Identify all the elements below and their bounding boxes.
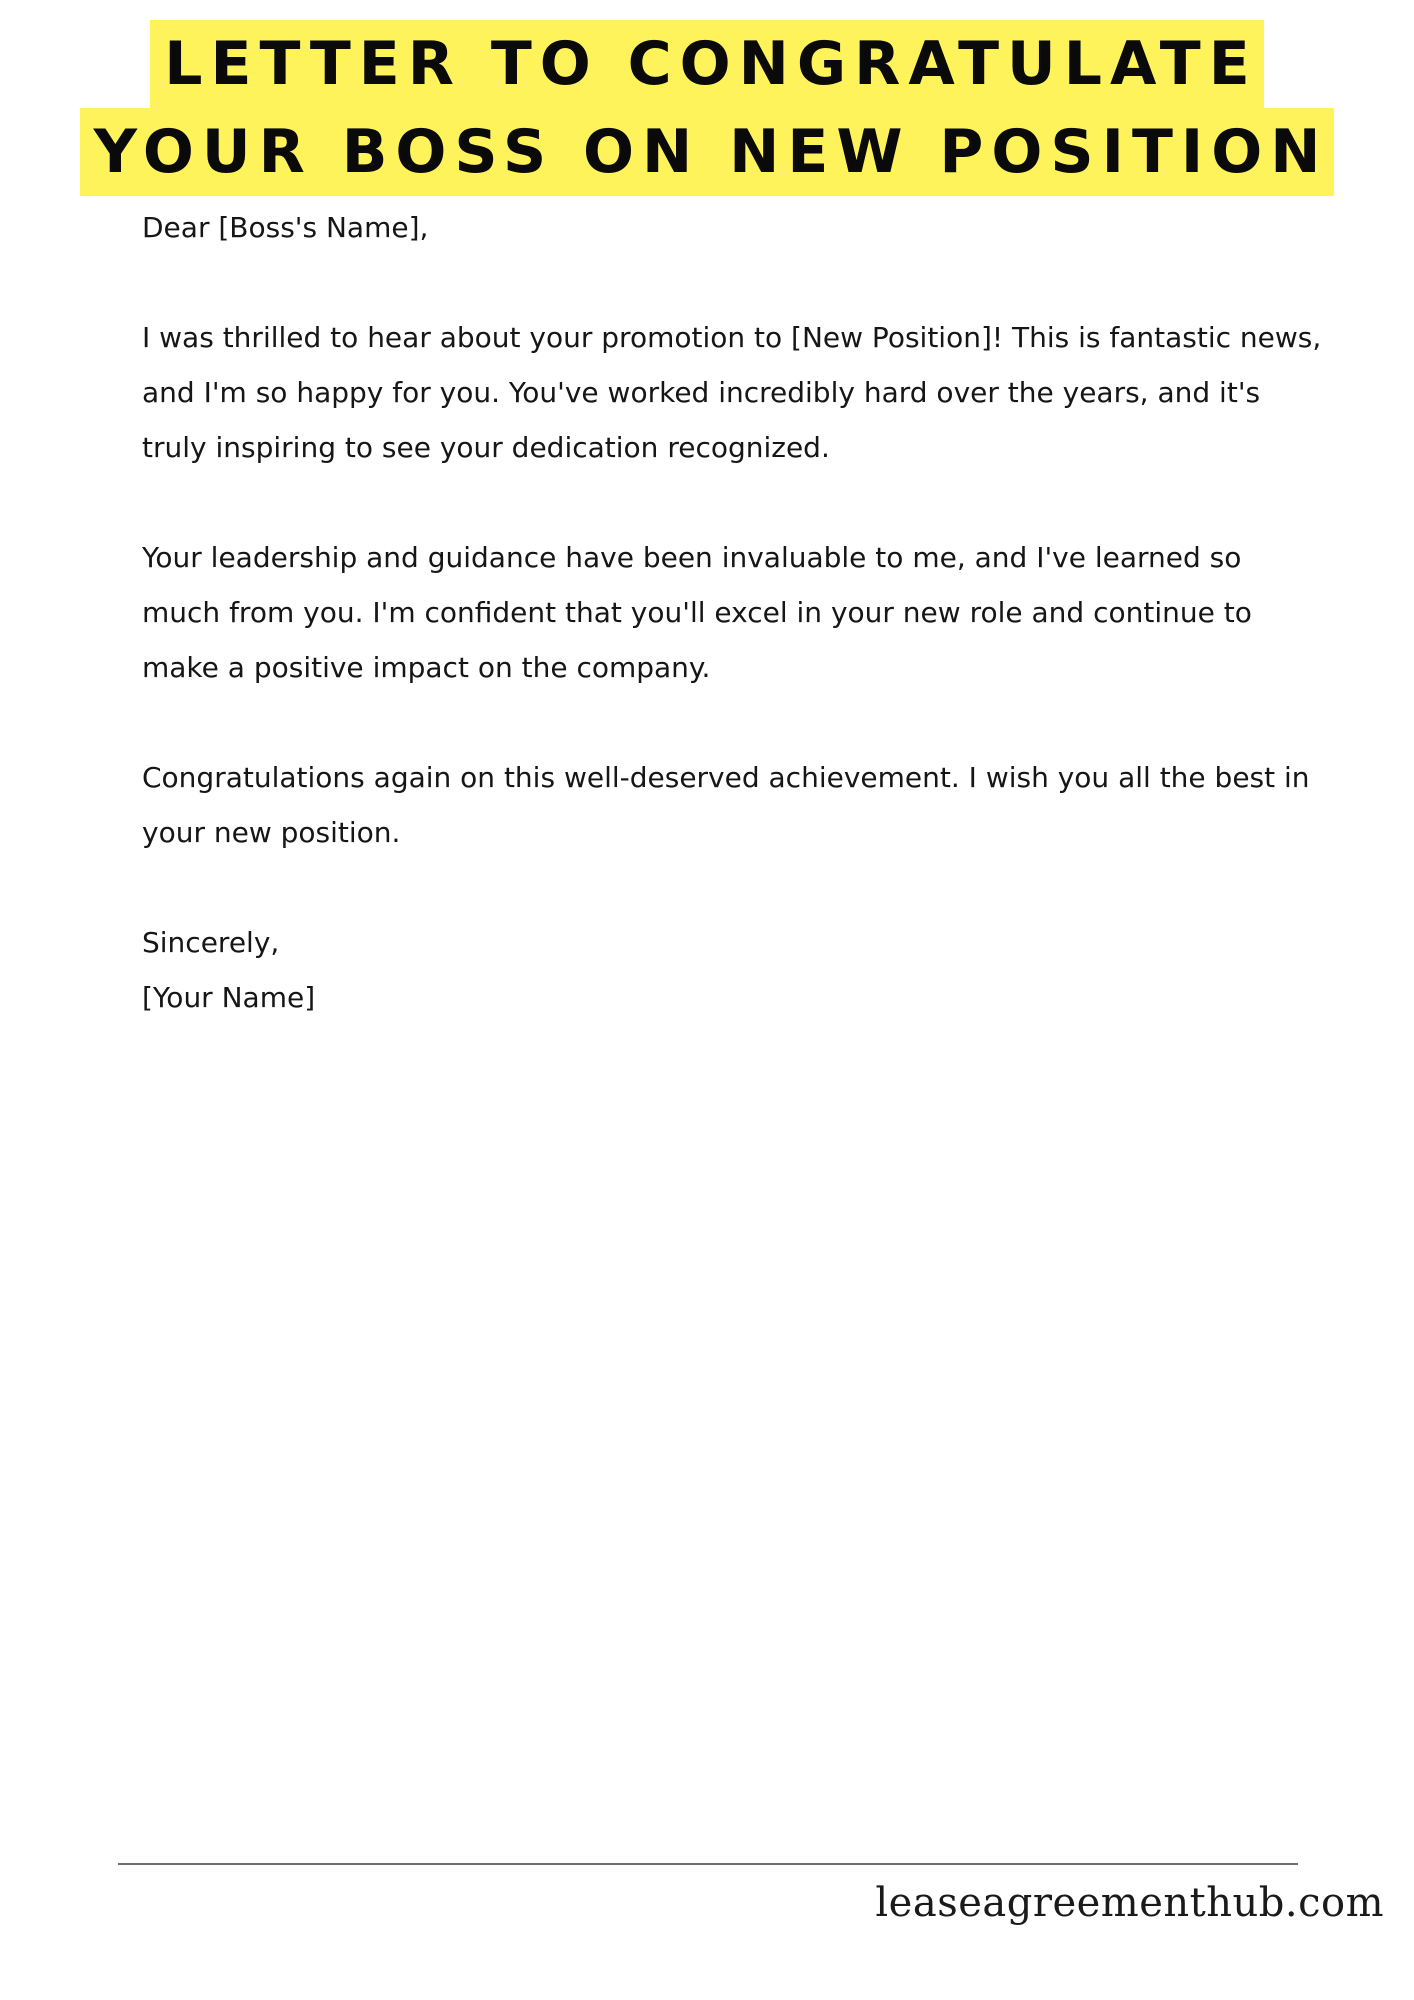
paragraph-1: I was thrilled to hear about your promotion to [New Position]! This is fantastic news, and I'm so happy for you. You've worked incredibly hard over the years, and it's truly inspiring to see your dedication recognized. xyxy=(142,321,1322,464)
footer-divider xyxy=(118,1863,1298,1865)
title-line-2: YOUR BOSS ON NEW POSITION xyxy=(80,108,1335,196)
signature: [Your Name] xyxy=(142,981,316,1014)
title-line-1: LETTER TO CONGRATULATE xyxy=(150,20,1263,108)
paragraph-3: Congratulations again on this well-deserved achievement. I wish you all the best in your new position. xyxy=(142,761,1310,849)
document-title xyxy=(0,20,1414,196)
footer-site-url: leaseagreementhub.com xyxy=(875,1880,1384,1926)
closing: Sincerely, xyxy=(142,926,280,959)
letter-body xyxy=(142,200,1322,1025)
paragraph-2: Your leadership and guidance have been invaluable to me, and I've learned so much from you. I'm confident that you'll excel in your new role and continue to make a positive impact on the company. xyxy=(142,541,1252,684)
salutation: Dear [Boss's Name], xyxy=(142,211,429,244)
